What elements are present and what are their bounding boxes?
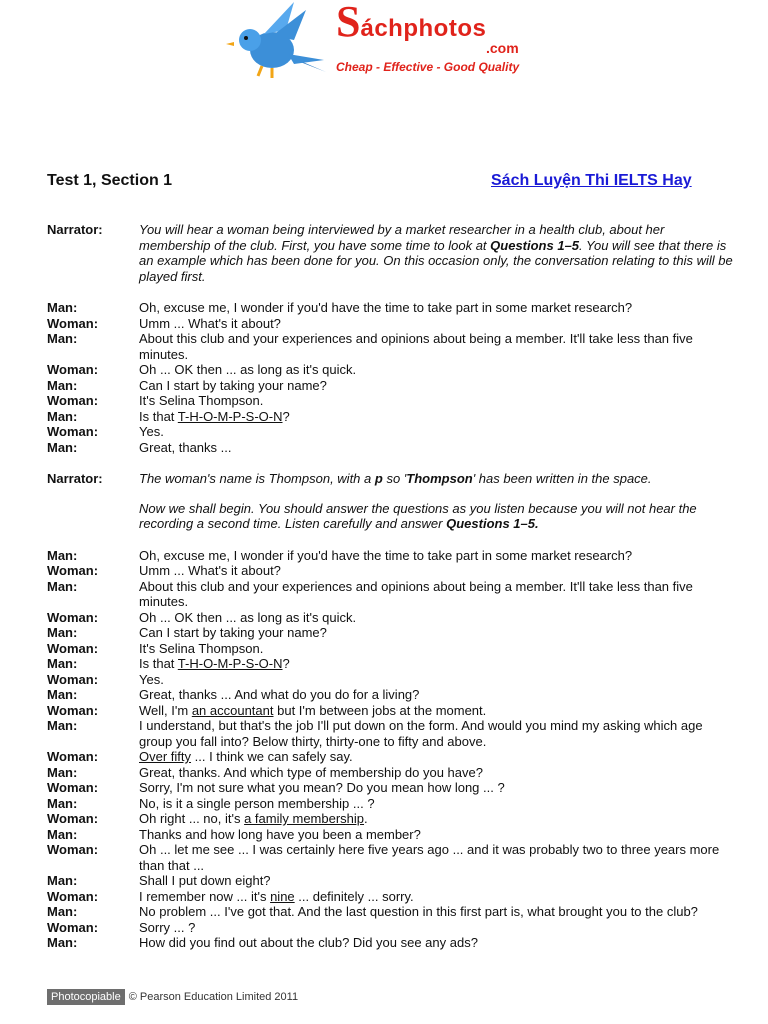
speaker-label: Man: <box>47 439 78 455</box>
speaker-label: Woman: <box>47 609 99 625</box>
transcript-line <box>47 672 737 688</box>
utterance-segment: p <box>374 471 383 486</box>
transcript-line <box>47 811 737 827</box>
utterance-text <box>139 873 737 889</box>
utterance-segment: ? <box>282 656 290 671</box>
utterance-segment: Oh, excuse me, I wonder if you'd have the time to take part in some market research? <box>139 547 633 563</box>
utterance-segment: Oh ... OK then ... as long as it's quick. <box>139 609 357 625</box>
answer-text: T-H-O-M-P-S-O-N <box>177 408 283 424</box>
utterance-text <box>139 672 737 688</box>
utterance-text <box>139 362 737 378</box>
utterance-segment: . <box>364 811 368 826</box>
utterance-text <box>139 563 737 579</box>
utterance-segment: ? <box>282 408 290 424</box>
utterance-text <box>139 687 737 703</box>
utterance-segment: ... I think we can safely say. <box>191 749 353 764</box>
transcript-line <box>47 610 737 626</box>
utterance-segment: ' has been written in the space. <box>472 471 652 486</box>
utterance-segment: Yes. <box>139 424 164 439</box>
utterance-segment: Sorry, I'm not sure what you mean? Do you mean how long ... ? <box>139 780 505 795</box>
utterance-segment: No, is it a single person membership ... ? <box>139 795 375 811</box>
utterance-text <box>139 316 737 332</box>
transcript-line <box>47 579 737 610</box>
speaker-label: Woman: <box>47 671 99 687</box>
transcript <box>47 222 737 951</box>
header-link[interactable]: Sách Luyện Thi IELTS Hay <box>491 172 692 189</box>
transcript-line <box>47 393 737 409</box>
speaker-label: Man: <box>47 873 78 888</box>
speaker-label: Man: <box>47 331 78 346</box>
speaker-label: Woman: <box>47 749 99 764</box>
speaker-label: Woman: <box>47 424 99 439</box>
answer-text: T-H-O-M-P-S-O-N <box>177 656 283 671</box>
transcript-line <box>47 641 737 657</box>
utterance-segment: Oh, excuse me, I wonder if you'd have the time to take part in some market research? <box>139 300 633 315</box>
speaker-label: Man: <box>47 625 78 640</box>
utterance-segment: Umm ... What's it about? <box>139 563 281 578</box>
footer <box>47 989 298 1005</box>
utterance-text <box>139 842 737 873</box>
utterance-segment: ... definitely ... sorry. <box>294 888 414 904</box>
utterance-text <box>139 331 737 362</box>
utterance-text <box>139 641 737 657</box>
transcript-line <box>47 796 737 812</box>
speaker-label: Man: <box>47 408 78 424</box>
answer-text: a family membership <box>244 811 365 826</box>
utterance-text <box>139 780 737 796</box>
speaker-label: Woman: <box>47 888 99 904</box>
utterance-segment: About this club and your experiences and opinions about being a member. It'll take less than five minutes. <box>139 331 693 362</box>
copyright-text: © Pearson Education Limited 2011 <box>128 991 299 1003</box>
utterance-text <box>139 656 737 672</box>
spacer <box>47 284 737 300</box>
speaker-label: Narrator: <box>47 222 103 237</box>
transcript-line <box>47 765 737 781</box>
utterance-segment: Well, I'm <box>139 702 192 718</box>
utterance-text <box>139 920 737 936</box>
logo-brand-first: S <box>336 0 361 46</box>
transcript-line <box>47 563 737 579</box>
transcript-line <box>47 656 737 672</box>
speaker-label <box>47 501 139 532</box>
transcript-line <box>47 904 737 920</box>
utterance-segment: No problem ... I've got that. And the last question in this first part is, what brought you to the club? <box>139 904 698 919</box>
utterance-text <box>139 378 737 394</box>
transcript-line <box>47 780 737 796</box>
speaker-label: Woman: <box>47 811 99 826</box>
utterance-text <box>139 300 737 316</box>
speaker-label: Man: <box>47 795 78 811</box>
utterance-segment: Oh right ... no, it's <box>139 811 245 826</box>
speaker-label: Woman: <box>47 563 99 578</box>
utterance-segment: Thanks and how long have you been a member? <box>139 826 421 842</box>
utterance-segment: It's Selina Thompson. <box>139 640 264 656</box>
speaker-label: Man: <box>47 377 78 393</box>
transcript-line <box>47 316 737 332</box>
utterance-text <box>139 796 737 812</box>
utterance-text <box>139 222 737 284</box>
utterance-text <box>139 935 737 951</box>
utterance-text <box>139 610 737 626</box>
speaker-label: Man: <box>47 656 78 671</box>
speaker-label: Woman: <box>47 315 99 331</box>
speaker-label: Man: <box>47 687 78 702</box>
utterance-text <box>139 625 737 641</box>
utterance-text <box>139 811 737 827</box>
speaker-label: Man: <box>47 826 78 842</box>
transcript-line <box>47 842 737 873</box>
transcript-line <box>47 548 737 564</box>
transcript-line <box>47 424 737 440</box>
utterance-segment: Questions 1–5 <box>490 237 580 253</box>
utterance-segment: Can I start by taking your name? <box>139 625 327 640</box>
utterance-text <box>139 765 737 781</box>
utterance-text <box>139 501 737 532</box>
transcript-line <box>47 362 737 378</box>
utterance-segment: Sorry ... ? <box>139 919 196 935</box>
transcript-line <box>47 222 737 284</box>
speaker-label: Woman: <box>47 640 99 656</box>
speaker-label: Man: <box>47 764 78 780</box>
utterance-segment: so ' <box>382 471 407 486</box>
answer-text: an accountant <box>191 702 274 718</box>
transcript-line <box>47 440 737 456</box>
speaker-label: Man: <box>47 718 78 733</box>
logo-tagline: Cheap - Effective - Good Quality <box>336 60 520 74</box>
utterance-text <box>139 440 737 456</box>
transcript-line <box>47 889 737 905</box>
utterance-segment: Can I start by taking your name? <box>139 377 327 393</box>
speaker-label: Man: <box>47 904 78 919</box>
utterance-segment: Great, thanks ... <box>139 439 232 455</box>
utterance-segment: Great, thanks ... And what do you do for a living? <box>139 687 420 702</box>
transcript-line <box>47 718 737 749</box>
utterance-text <box>139 409 737 425</box>
speaker-label: Woman: <box>47 780 99 795</box>
section-title: Test 1, Section 1 <box>47 172 173 189</box>
speaker-label: Man: <box>47 300 78 315</box>
transcript-line <box>47 687 737 703</box>
utterance-text <box>139 889 737 905</box>
utterance-text <box>139 471 737 487</box>
transcript-line <box>47 300 737 316</box>
transcript-line <box>47 501 737 532</box>
utterance-segment: I understand, but that's the job I'll put down on the form. And would you mind my asking which age group you fall into? Below thirty, thirty-one to fifty and above. <box>139 718 703 749</box>
transcript-line <box>47 873 737 889</box>
transcript-line <box>47 331 737 362</box>
utterance-text <box>139 749 737 765</box>
utterance-segment: Shall I put down eight? <box>139 873 271 888</box>
utterance-segment: Oh ... let me see ... I was certainly here five years ago ... and it was probably two to three years more than that ... <box>139 842 720 873</box>
utterance-segment: It's Selina Thompson. <box>139 393 264 408</box>
utterance-segment: Great, thanks. And which type of membership do you have? <box>139 764 483 780</box>
utterance-segment: How did you find out about the club? Did you see any ads? <box>139 935 478 950</box>
transcript-line <box>47 749 737 765</box>
utterance-segment: . You will see that there is an example which has been done for you. On this occasion only, the conversation relating to this will be played first. <box>139 237 733 284</box>
site-logo <box>224 0 534 84</box>
logo-brand-rest: áchphotos <box>360 15 487 42</box>
utterance-segment: You will hear a woman being interviewed by a market researcher in a health club, about her membership of the club. First, you have some time to look at <box>139 222 665 253</box>
utterance-segment: Yes. <box>139 671 164 687</box>
transcript-line <box>47 935 737 951</box>
spacer <box>47 455 737 471</box>
utterance-text <box>139 579 737 610</box>
transcript-line <box>47 827 737 843</box>
speaker-label: Woman: <box>47 919 99 935</box>
utterance-text <box>139 718 737 749</box>
speaker-label: Woman: <box>47 842 99 857</box>
utterance-segment: About this club and your experiences and opinions about being a member. It'll take less than five minutes. <box>139 578 693 609</box>
speaker-label: Man: <box>47 578 78 594</box>
speaker-label: Woman: <box>47 362 99 377</box>
utterance-segment: Oh ... OK then ... as long as it's quick. <box>139 362 357 377</box>
transcript-line <box>47 625 737 641</box>
transcript-line <box>47 920 737 936</box>
utterance-segment: Now we shall begin. You should answer the questions as you listen because you will not hear the recording a second time. Listen carefully and answer <box>139 500 697 531</box>
utterance-segment: Questions 1–5. <box>446 516 539 531</box>
speaker-label: Woman: <box>47 393 99 408</box>
utterance-segment: Umm ... What's it about? <box>139 315 281 331</box>
transcript-line <box>47 378 737 394</box>
utterance-text <box>139 424 737 440</box>
utterance-segment: Thompson <box>406 471 473 486</box>
transcript-line <box>47 703 737 719</box>
utterance-text <box>139 904 737 920</box>
utterance-segment: The woman's name is Thompson, with a <box>139 471 375 486</box>
utterance-text <box>139 827 737 843</box>
speaker-label: Man: <box>47 935 78 950</box>
bird-icon <box>224 0 336 84</box>
spacer <box>47 532 737 548</box>
speaker-label: Narrator: <box>47 471 103 486</box>
utterance-segment: Is that <box>139 408 178 424</box>
utterance-segment: but I'm between jobs at the moment. <box>273 702 487 718</box>
speaker-label: Woman: <box>47 702 99 718</box>
transcript-line <box>47 471 737 487</box>
photocopiable-badge: Photocopiable <box>47 989 125 1005</box>
utterance-segment: I remember now ... it's <box>139 888 271 904</box>
utterance-segment: Is that <box>139 656 178 671</box>
utterance-text <box>139 548 737 564</box>
logo-brand-com: .com <box>486 40 519 56</box>
utterance-text <box>139 703 737 719</box>
spacer <box>47 487 737 501</box>
answer-text: Over fifty <box>139 749 192 764</box>
utterance-text <box>139 393 737 409</box>
speaker-label: Man: <box>47 547 78 563</box>
transcript-line <box>47 409 737 425</box>
answer-text: nine <box>270 888 295 904</box>
